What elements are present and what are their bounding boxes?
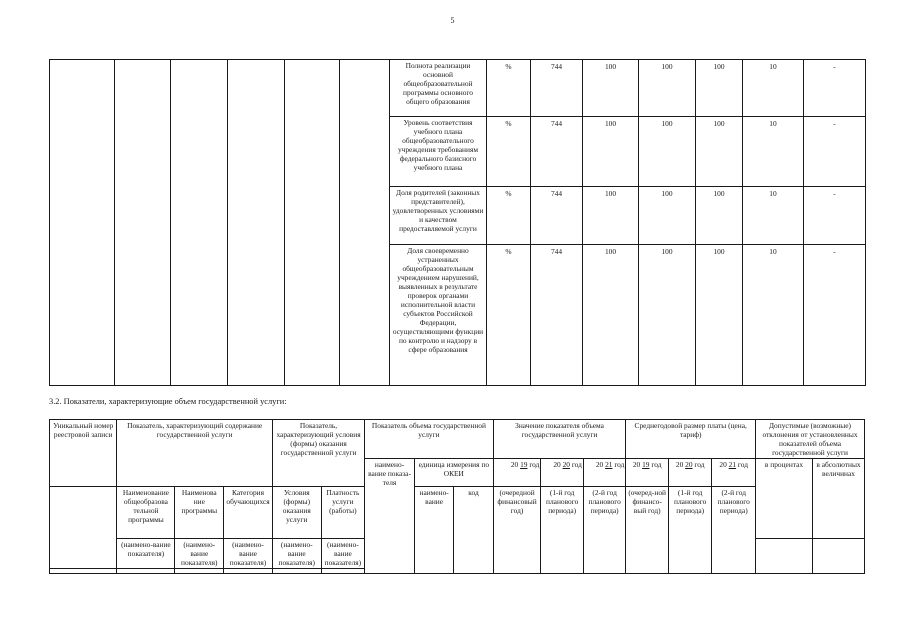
value-2019: 100 bbox=[583, 187, 639, 245]
header-period-3: (2-й год планового периода) bbox=[583, 487, 626, 574]
blank-cell bbox=[224, 569, 273, 574]
header-price-period-3: (2-й год планового периода) bbox=[712, 487, 756, 574]
deviation-percent: 10 bbox=[743, 245, 804, 386]
header-price: Среднегодовой размер платы (цена, тариф) bbox=[626, 420, 756, 459]
value-2020: 100 bbox=[639, 60, 696, 117]
blank-cell bbox=[117, 569, 175, 574]
unit-cell: % bbox=[487, 245, 531, 386]
header-year-2021: 20 21 год bbox=[583, 459, 626, 487]
deviation-percent-empty bbox=[756, 539, 813, 574]
okei-cell: 744 bbox=[531, 245, 583, 386]
unit-cell: % bbox=[487, 187, 531, 245]
conditions-cell-1 bbox=[285, 60, 340, 386]
value-2021: 100 bbox=[696, 117, 743, 187]
deviation-percent: 10 bbox=[743, 117, 804, 187]
okei-cell: 744 bbox=[531, 187, 583, 245]
indicator-name: Доля своевременно устраненных общеобразовательным учреждением нарушений, выявленных в результате проверок органами исполнительной власти субъектов Российской Федерации, осуществляющими функции по контролю и надзору в сфере образования bbox=[390, 245, 487, 386]
header-value: Значение показателя объема государственной услуги bbox=[493, 420, 626, 459]
value-2020: 100 bbox=[639, 117, 696, 187]
value-2019: 100 bbox=[583, 60, 639, 117]
deviation-percent: 10 bbox=[743, 60, 804, 117]
header-indicator-name: наимено-вание показа-теля bbox=[365, 459, 415, 574]
header-price-year-2020: 20 20 год bbox=[668, 459, 712, 487]
indicator-name: Полнота реализации основной общеобразовательной программы основного общего образования bbox=[390, 60, 487, 117]
indicator-name: Доля родителей (законных представителей), удовлетворенных условиями и качеством предоставляемой услуги bbox=[390, 187, 487, 245]
blank-cell bbox=[175, 569, 224, 574]
header-period-2: (1-й год планового периода) bbox=[541, 487, 584, 574]
indicator-caption-4: (наимено-вание показателя) bbox=[272, 539, 321, 569]
registry-cell bbox=[50, 60, 115, 386]
header-percent: в процентах bbox=[756, 459, 813, 539]
page-number: 5 bbox=[450, 16, 455, 25]
header-price-period-2: (1-й год планового периода) bbox=[668, 487, 712, 574]
deviation-absolute-empty bbox=[813, 539, 865, 574]
header-price-year-2019: 20 19 год bbox=[626, 459, 669, 487]
indicator-caption-2: (наимено-вание показателя) bbox=[175, 539, 224, 569]
unit-cell: % bbox=[487, 117, 531, 187]
indicator-caption-3: (наимено-вание показателя) bbox=[224, 539, 273, 569]
unit-cell: % bbox=[487, 60, 531, 117]
deviation-percent: 10 bbox=[743, 187, 804, 245]
header-registry: Уникальный номер реестровой записи bbox=[50, 420, 117, 487]
volume-indicators-table bbox=[49, 419, 865, 574]
content-cell-2 bbox=[171, 60, 228, 386]
header-absolute: в абсолютных величинах bbox=[813, 459, 865, 539]
indicator-caption-5: (наимено-вание показателя) bbox=[321, 539, 365, 569]
header-program-name: Наименование общеобразова тельной программы bbox=[117, 487, 175, 539]
okei-cell: 744 bbox=[531, 60, 583, 117]
conditions-cell-2 bbox=[340, 60, 390, 386]
header-deviation: Допустимые (возможные) отклонения от установленных показателей объема государственной услуги bbox=[756, 420, 865, 459]
content-cell-1 bbox=[115, 60, 171, 386]
content-cell-3 bbox=[228, 60, 285, 386]
section-title: 3.2. Показатели, характеризующие объем государственной услуги: bbox=[49, 397, 287, 406]
indicator-name: Уровень соответствия учебного плана общеобразовательного учреждения требованиям федерального базисного учебного плана bbox=[390, 117, 487, 187]
header-registry-body bbox=[50, 487, 117, 569]
okei-cell: 744 bbox=[531, 117, 583, 187]
header-study-form: Условия (формы) оказания услуги bbox=[272, 487, 321, 539]
header-conditions: Показатель, характеризующий условия (формы) оказания государственной услуги bbox=[272, 420, 364, 487]
value-2020: 100 bbox=[639, 245, 696, 386]
header-category: Категория обучающихся bbox=[224, 487, 273, 539]
deviation-absolute: - bbox=[804, 187, 866, 245]
header-volume: Показатель объема государственной услуги bbox=[365, 420, 494, 459]
deviation-absolute: - bbox=[804, 117, 866, 187]
value-2021: 100 bbox=[696, 60, 743, 117]
blank-cell bbox=[272, 569, 321, 574]
value-2019: 100 bbox=[583, 245, 639, 386]
value-2020: 100 bbox=[639, 187, 696, 245]
value-2021: 100 bbox=[696, 187, 743, 245]
blank-cell bbox=[50, 569, 117, 574]
header-programs: Наименова ние программы bbox=[175, 487, 224, 539]
header-year-2020: 20 20 год bbox=[541, 459, 584, 487]
deviation-absolute: - bbox=[804, 245, 866, 386]
header-price-period-1: (очеред-ной финансо-вый год) bbox=[626, 487, 669, 574]
header-paid: Платность услуги (работы) bbox=[321, 487, 365, 539]
header-unit-name: наимено-вание bbox=[414, 487, 453, 574]
deviation-absolute: - bbox=[804, 60, 866, 117]
quality-indicators-table bbox=[49, 59, 866, 386]
value-2021: 100 bbox=[696, 245, 743, 386]
header-price-year-2021: 20 21 год bbox=[712, 459, 756, 487]
header-content: Показатель, характеризующий содержание государственной услуги bbox=[117, 420, 273, 487]
header-unit: единица измерения по ОКЕИ bbox=[414, 459, 493, 487]
blank-cell bbox=[321, 569, 365, 574]
header-period-1: (очередной финансовый год) bbox=[493, 487, 541, 574]
indicator-caption-1: (наимено-вание показателя) bbox=[117, 539, 175, 569]
header-year-2019: 20 19 год bbox=[493, 459, 541, 487]
header-code: код bbox=[454, 487, 493, 574]
value-2019: 100 bbox=[583, 117, 639, 187]
